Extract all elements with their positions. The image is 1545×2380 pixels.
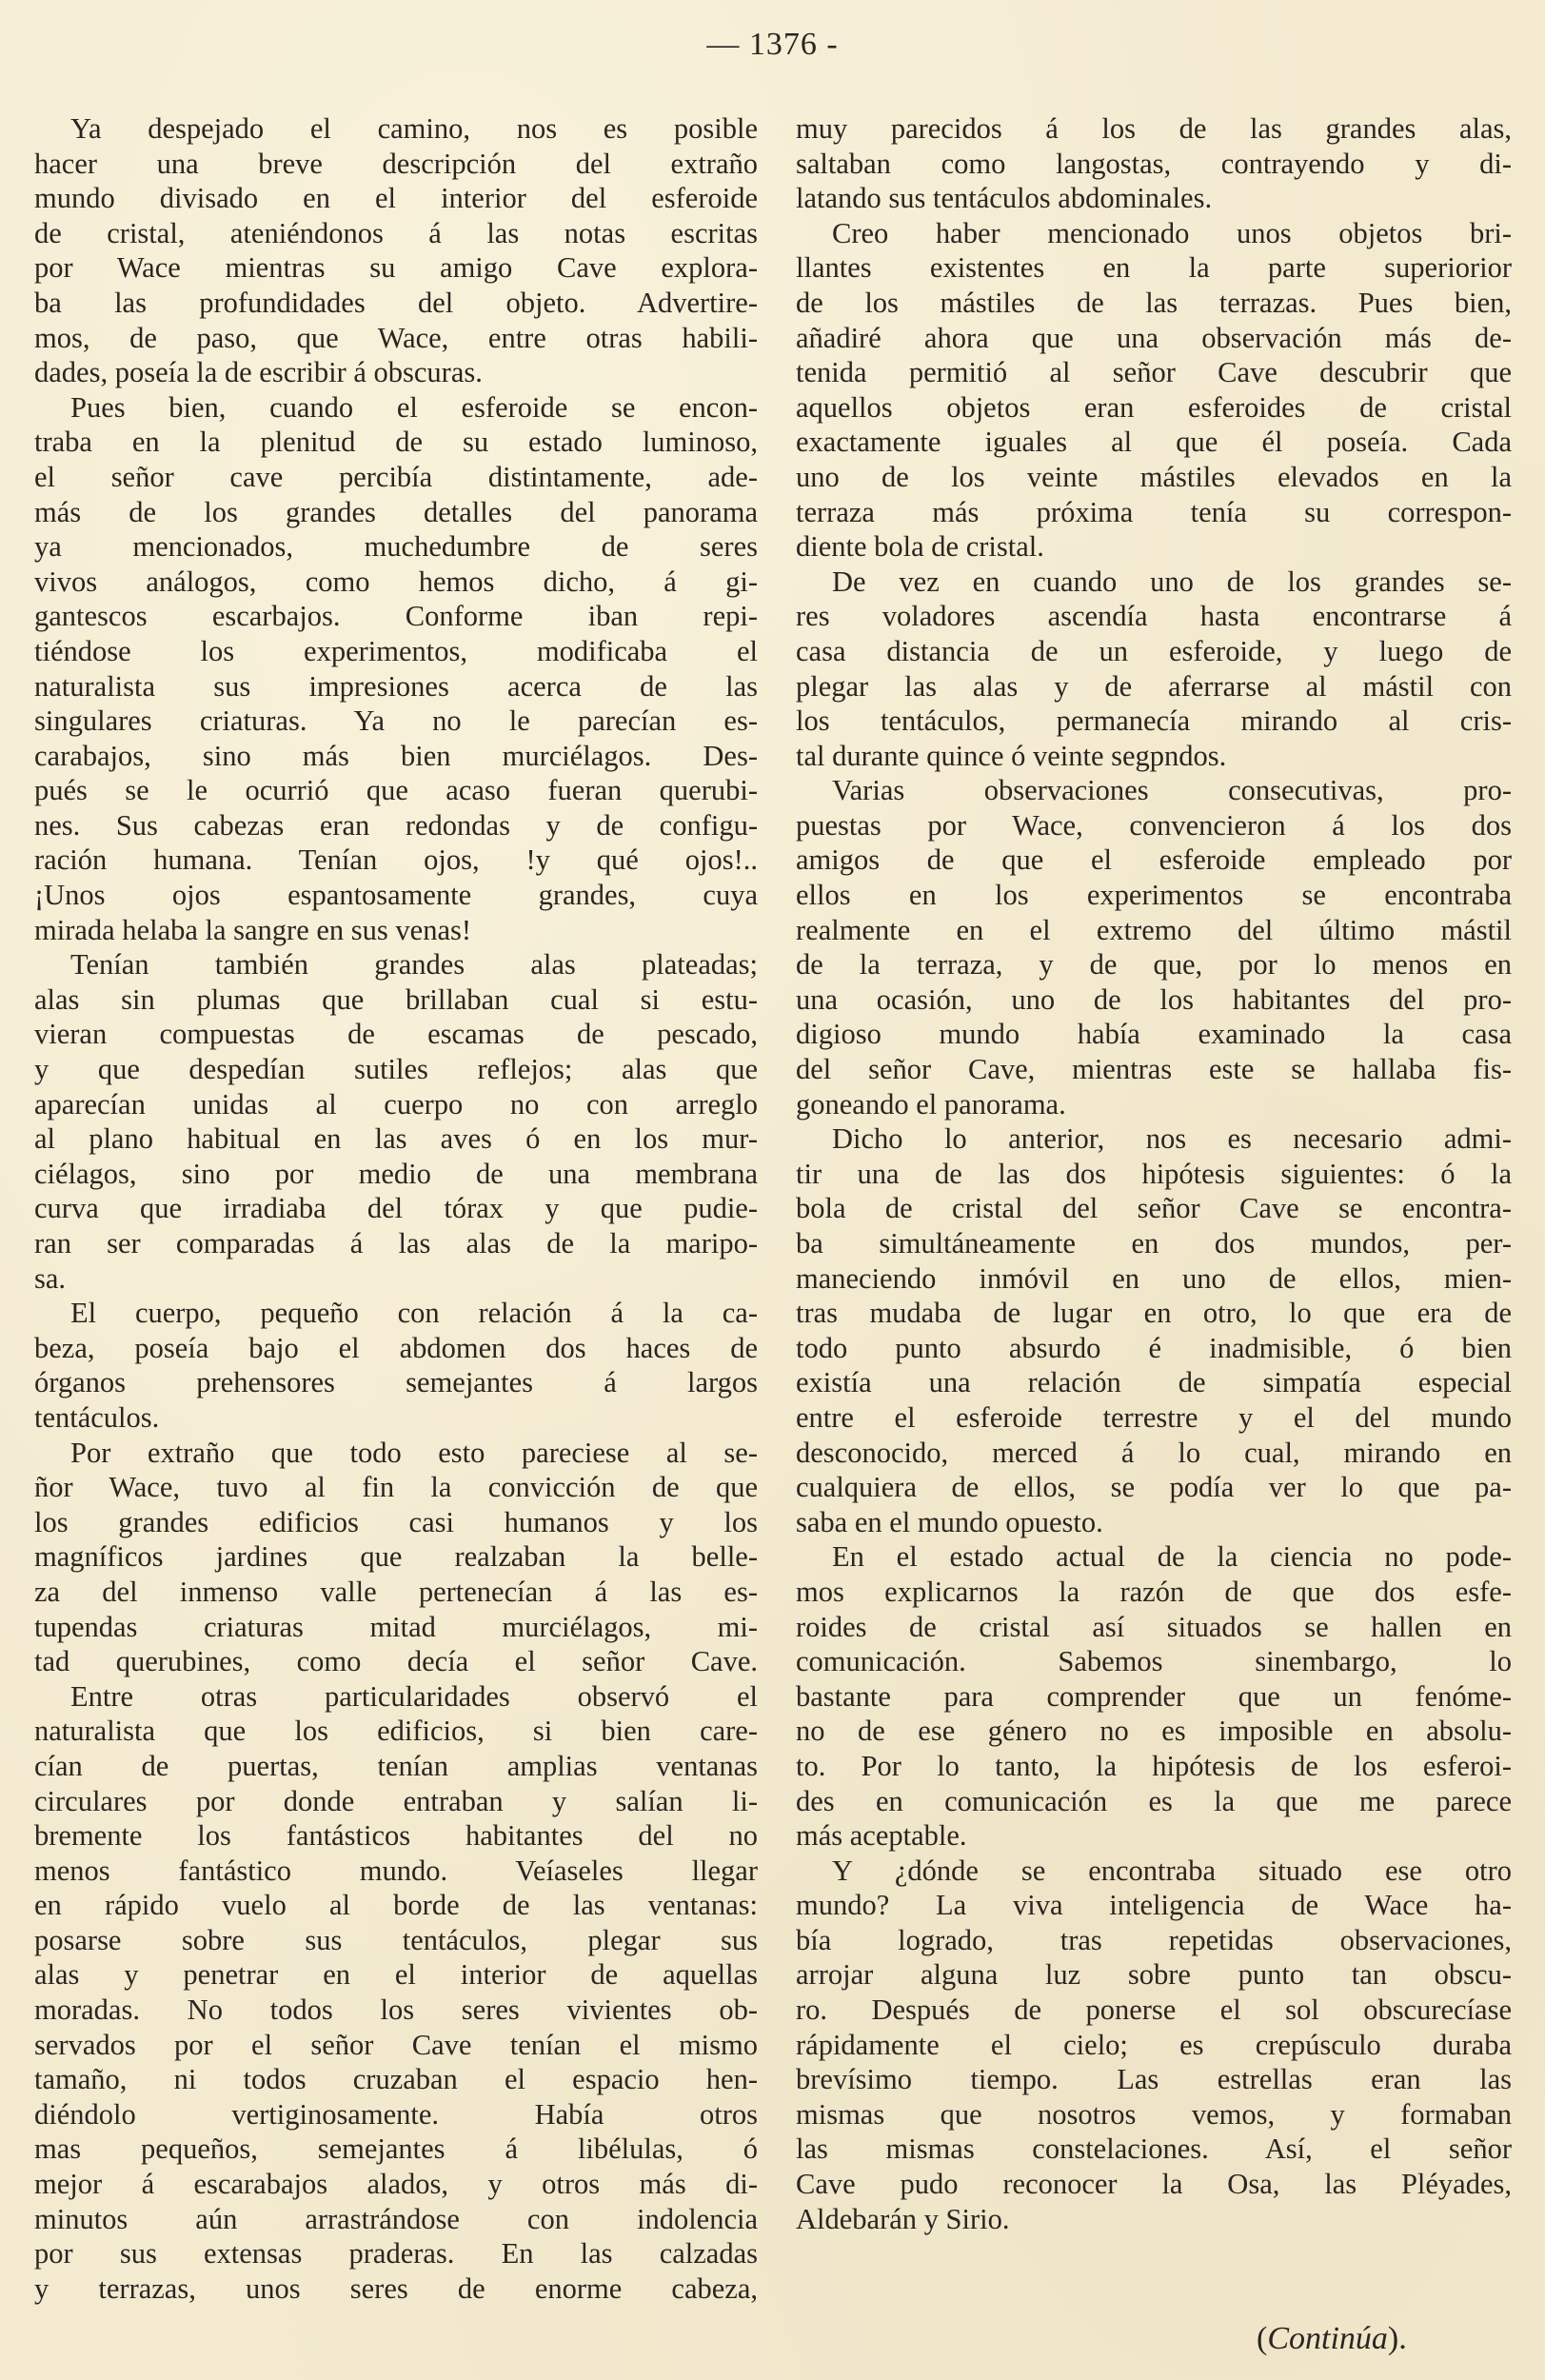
text-line: mirada helaba la sangre en sus venas! [34, 913, 472, 946]
text-line: mundo divisado en el interior del esferoide [34, 182, 758, 215]
text-line: tir una de las dos hipótesis siguientes: ó la [796, 1157, 1512, 1190]
text-line: brevísimo tiempo. Las estrellas eran las [796, 2063, 1512, 2096]
text-line: y terrazas, unos seres de enorme cabeza, [34, 2271, 758, 2305]
text-line: nes. Sus cabezas eran redondas y de configu- [34, 808, 758, 842]
text-line: ba las profundidades del objeto. Advertire- [34, 286, 758, 319]
text-line: singulares criaturas. Ya no le parecían es- [34, 704, 758, 738]
text-line: dades, poseía la de escribir á obscuras. [34, 356, 483, 389]
text-line: En el estado actual de la ciencia no pode- [832, 1540, 1512, 1574]
text-line: mas pequeños, semejantes á libélulas, ó [34, 2132, 758, 2166]
text-line: desconocido, merced á lo cual, mirando en [796, 1436, 1512, 1469]
text-line: Entre otras particularidades observó el [70, 1679, 758, 1713]
text-line: ellos en los experimentos se encontraba [796, 879, 1512, 912]
text-line: des en comunicación es la que me parece [796, 1784, 1512, 1817]
text-line: Varias observaciones consecutivas, pro- [832, 774, 1512, 807]
text-line: mundo? La viva inteligencia de Wace ha- [796, 1889, 1512, 1922]
text-line: saltaban como langostas, contrayendo y di- [796, 147, 1512, 180]
text-line: za del inmenso valle pertenecían á las es- [34, 1575, 758, 1608]
text-line: tamaño, ni todos cruzaban el espacio hen- [34, 2063, 758, 2096]
text-line: El cuerpo, pequeño con relación á la ca- [70, 1297, 758, 1330]
text-line: mos, de paso, que Wace, entre otras habili- [34, 321, 758, 354]
text-line: de la terraza, y de que, por lo menos en [796, 948, 1512, 982]
text-line: uno de los veinte mástiles elevados en la [796, 460, 1512, 493]
text-line: cían de puertas, tenían amplias ventanas [34, 1749, 758, 1782]
text-line: Creo haber mencionado unos objetos bri- [832, 216, 1512, 249]
continua-label: Continúa [1267, 2321, 1388, 2356]
text-line: bola de cristal del señor Cave se encontra- [796, 1192, 1512, 1225]
text-line: más de los grandes detalles del panorama [34, 495, 758, 528]
text-line: res voladores ascendía hasta encontrarse á [796, 600, 1512, 633]
text-line: Por extraño que todo esto pareciese al se- [70, 1436, 758, 1469]
text-line: roides de cristal así situados se hallen en [796, 1610, 1512, 1643]
text-line: minutos aún arrastrándose con indolencia [34, 2202, 758, 2235]
text-line: mismas que nosotros vemos, y formaban [796, 2097, 1512, 2131]
text-line: arrojar alguna luz sobre punto tan obscu- [796, 1958, 1512, 1992]
text-line: exactamente iguales al que él poseía. Cada [796, 426, 1512, 459]
text-line: por sus extensas praderas. En las calzadas [34, 2237, 758, 2271]
text-line: beza, poseía bajo el abdomen dos haces de [34, 1331, 758, 1364]
text-line: órganos prehensores semejantes á largos [34, 1366, 758, 1399]
text-line: de los mástiles de las terrazas. Pues bien, [796, 286, 1512, 319]
text-line: Tenían también grandes alas plateadas; [70, 948, 758, 982]
paren-close: ). [1387, 2321, 1407, 2356]
text-line: Y ¿dónde se encontraba situado ese otro [832, 1854, 1512, 1887]
text-line: realmente en el extremo del último mástil [796, 913, 1512, 946]
text-line: terraza más próxima tenía su correspon- [796, 495, 1512, 528]
text-line: ñor Wace, tuvo al fin la convicción de que [34, 1471, 758, 1504]
text-line: todo punto absurdo é inadmisible, ó bien [796, 1331, 1512, 1364]
text-line: maneciendo inmóvil en uno de ellos, mien- [796, 1261, 1512, 1295]
text-line: ro. Después de ponerse el sol obscurecíase [796, 1993, 1512, 2027]
text-line: ran ser comparadas á las alas de la maripo- [34, 1227, 758, 1259]
text-line: amigos de que el esferoide empleado por [796, 843, 1512, 877]
text-line: De vez en cuando uno de los grandes se- [832, 565, 1512, 598]
text-line: muy parecidos á los de las grandes alas, [796, 112, 1512, 145]
text-line: no de ese género no es imposible en absolu- [796, 1715, 1512, 1748]
text-line: las mismas constelaciones. Así, el señor [796, 2132, 1512, 2166]
text-line: llantes existentes en la parte superiorior [796, 251, 1512, 285]
text-line: cualquiera de ellos, se podía ver lo que pa- [796, 1471, 1512, 1504]
text-line: tad querubines, como decía el señor Cave. [34, 1645, 758, 1678]
left-column [34, 111, 758, 2306]
text-line: diéndolo vertiginosamente. Había otros [34, 2097, 758, 2131]
text-line: tupendas criaturas mitad murciélagos, mi- [34, 1610, 758, 1643]
text-line: rápidamente el cielo; es crepúsculo duraba [796, 2028, 1512, 2061]
text-line: mejor á escarabajos alados, y otros más di- [34, 2168, 758, 2201]
text-line: casa distancia de un esferoide, y luego de [796, 634, 1512, 667]
text-line: alas y penetrar en el interior de aquellas [34, 1958, 758, 1992]
paren-open: ( [1257, 2321, 1268, 2356]
text-line: goneando el panorama. [796, 1087, 1066, 1121]
text-line: del señor Cave, mientras este se hallaba fis- [796, 1053, 1512, 1086]
text-line: sa. [34, 1261, 67, 1295]
text-line: curva que irradiaba del tórax y que pudie- [34, 1192, 758, 1225]
text-line: Aldebarán y Sirio. [796, 2202, 1010, 2235]
text-line: magníficos jardines que realzaban la belle- [34, 1540, 758, 1574]
text-line: bía logrado, tras repetidas observaciones, [796, 1923, 1512, 1956]
text-line: ciélagos, sino por medio de una membrana [34, 1157, 758, 1190]
text-line: los grandes edificios casi humanos y los [34, 1505, 758, 1538]
text-line: digioso mundo había examinado la casa [796, 1018, 1512, 1051]
text-line: comunicación. Sabemos sinembargo, lo [796, 1645, 1512, 1678]
text-line: tal durante quince ó veinte segpndos. [796, 739, 1227, 772]
text-line: naturalista que los edificios, si bien care- [34, 1715, 758, 1748]
text-line: bastante para comprender que un fenóme- [796, 1679, 1512, 1713]
page-number: — 1376 - [706, 27, 839, 62]
text-line: al plano habitual en las aves ó en los mur- [34, 1122, 758, 1156]
text-line: puestas por Wace, convencieron á los dos [796, 808, 1512, 842]
text-line: bremente los fantásticos habitantes del no [34, 1819, 758, 1853]
text-line: Ya despejado el camino, nos es posible [70, 112, 758, 145]
text-line: en rápido vuelo al borde de las ventanas: [34, 1889, 758, 1922]
text-line: ración humana. Tenían ojos, !y qué ojos!.. [34, 843, 758, 877]
text-line: carabajos, sino más bien murciélagos. Des- [34, 739, 758, 772]
text-line: ¡Unos ojos espantosamente grandes, cuya [34, 879, 758, 912]
text-line: vivos análogos, como hemos dicho, á gi- [34, 565, 758, 598]
text-line: más aceptable. [796, 1819, 967, 1853]
text-line: tras mudaba de lugar en otro, lo que era de [796, 1297, 1512, 1330]
text-line: mos explicarnos la razón de que dos esfe- [796, 1575, 1512, 1608]
text-line: Dicho lo anterior, nos es necesario admi- [832, 1122, 1512, 1156]
text-line: naturalista sus impresiones acerca de las [34, 669, 758, 703]
text-line: los tentáculos, permanecía mirando al cris- [796, 704, 1512, 738]
text-line: posarse sobre sus tentáculos, plegar sus [34, 1923, 758, 1956]
text-line: gantescos escarbajos. Conforme iban repi- [34, 600, 758, 633]
text-line: el señor cave percibía distintamente, ade- [34, 460, 758, 493]
text-line: Cave pudo reconocer la Osa, las Pléyades, [796, 2168, 1512, 2201]
text-line: alas sin plumas que brillaban cual si estu- [34, 982, 758, 1016]
text-line: circulares por donde entraban y salían li- [34, 1784, 758, 1817]
text-line: entre el esferoide terrestre y el del mundo [796, 1400, 1512, 1434]
text-line: pués se le ocurrió que acaso fueran querubi- [34, 774, 758, 807]
text-line: de cristal, ateniéndonos á las notas escritas [34, 216, 758, 249]
text-line: saba en el mundo opuesto. [796, 1505, 1103, 1538]
text-line: una ocasión, uno de los habitantes del pro- [796, 982, 1512, 1016]
text-line: aquellos objetos eran esferoides de cristal [796, 390, 1512, 424]
text-line: diente bola de cristal. [796, 530, 1044, 564]
text-line: menos fantástico mundo. Veíaseles llegar [34, 1854, 758, 1887]
text-line: vieran compuestas de escamas de pescado, [34, 1018, 758, 1051]
text-line: y que despedían sutiles reflejos; alas que [34, 1053, 758, 1086]
text-line: hacer una breve descripción del extraño [34, 147, 758, 180]
text-line: ba simultáneamente en dos mundos, per- [796, 1227, 1512, 1259]
text-line: por Wace mientras su amigo Cave explora- [34, 251, 758, 285]
text-line: to. Por lo tanto, la hipótesis de los esferoi- [796, 1749, 1512, 1782]
text-line: traba en la plenitud de su estado luminoso, [34, 426, 758, 459]
text-line: tentáculos. [34, 1400, 160, 1434]
text-line: moradas. No todos los seres vivientes ob- [34, 1993, 758, 2027]
continued-note [1257, 2321, 1407, 2357]
text-line: tenida permitió al señor Cave descubrir que [796, 356, 1512, 389]
text-line: existía una relación de simpatía especial [796, 1366, 1512, 1399]
right-column [796, 111, 1512, 2236]
text-line: latando sus tentáculos abdominales. [796, 182, 1213, 215]
text-line: ya mencionados, muchedumbre de seres [34, 530, 758, 564]
text-line: plegar las alas y de aferrarse al mástil con [796, 669, 1512, 703]
text-line: servados por el señor Cave tenían el mismo [34, 2028, 758, 2061]
text-line: aparecían unidas al cuerpo no con arreglo [34, 1087, 758, 1121]
text-line: tiéndose los experimentos, modificaba el [34, 634, 758, 667]
text-line: añadiré ahora que una observación más de- [796, 321, 1512, 354]
text-line: Pues bien, cuando el esferoide se encon- [70, 390, 758, 424]
